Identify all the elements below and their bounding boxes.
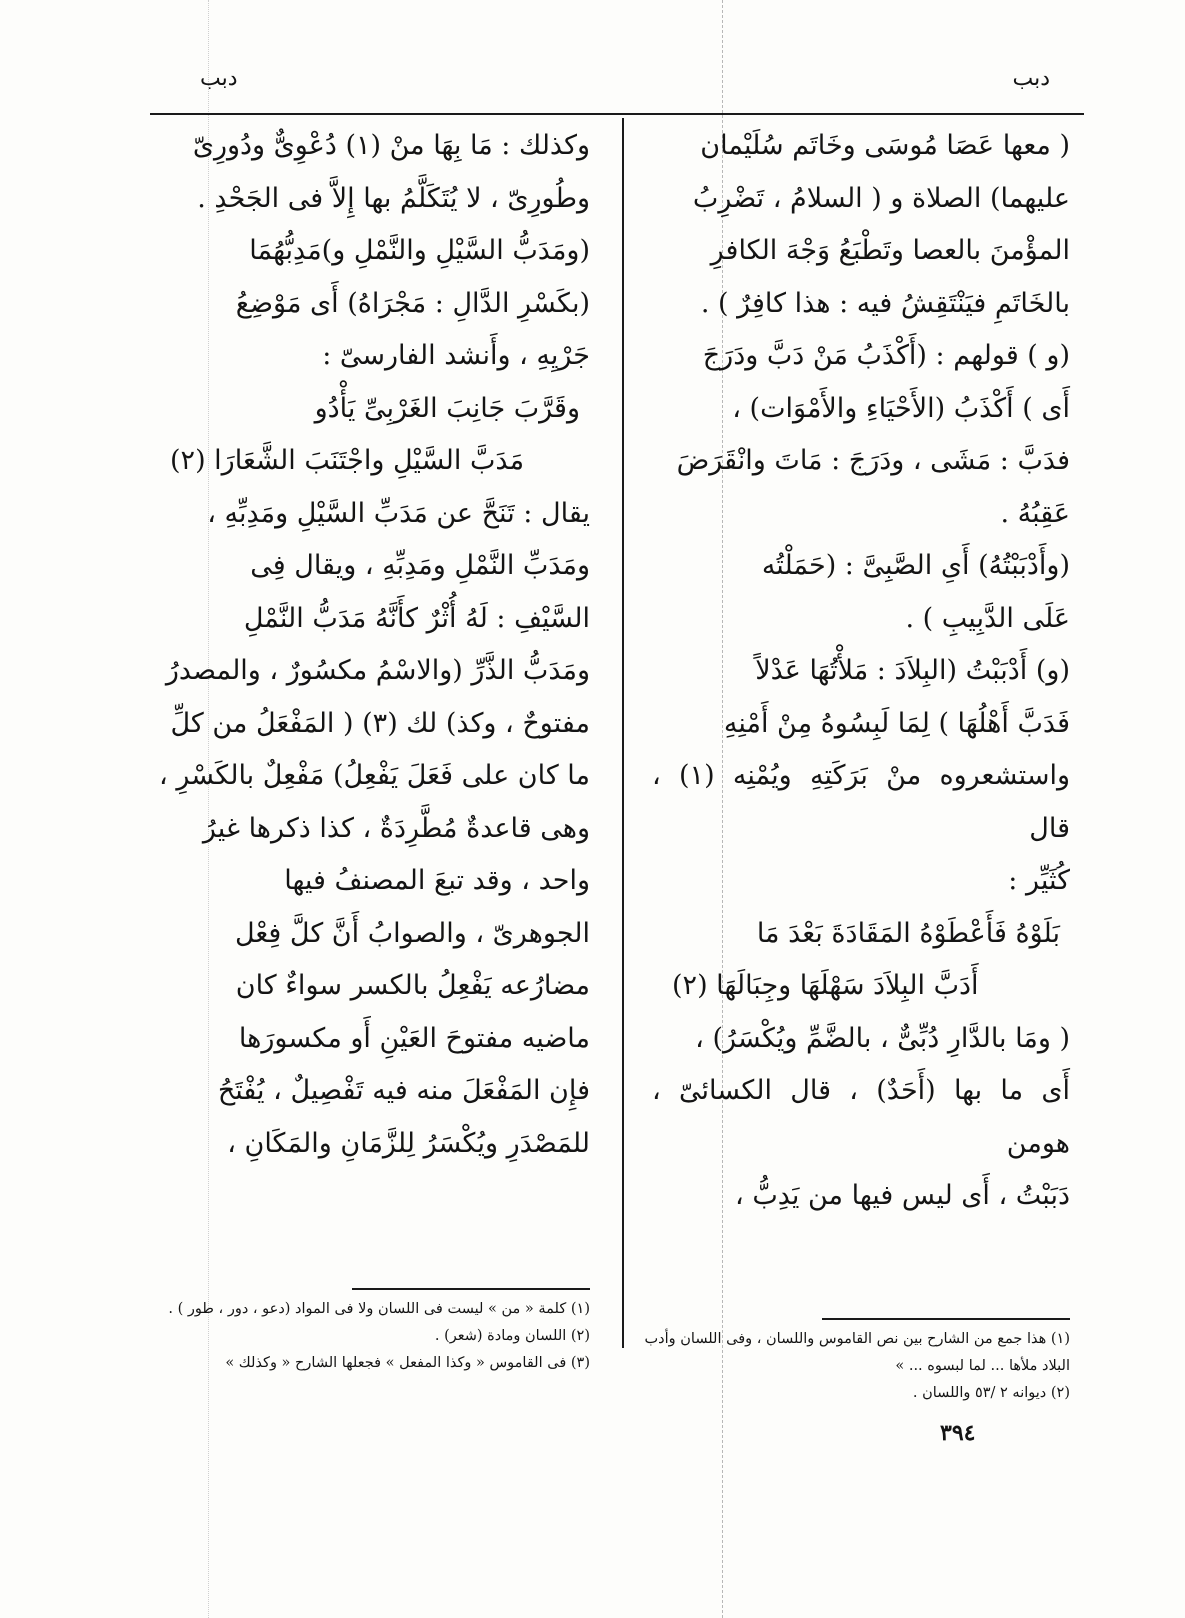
page-number: ٣٩٤ [940, 1420, 976, 1446]
text-line: وطُورِىّ ، لا يُتَكَلَّمُ بها إِلاَّ فى الجَحْدِ . [197, 182, 590, 214]
text-line: واحد ، وقد تبعَ المصنفُ فيها [284, 865, 590, 896]
text-line: فإِن المَفْعَلَ منه فيه تَفْصِيلٌ ، يُفْتَحُ [217, 1075, 590, 1106]
text-line: السَّيْفِ : لَهُ أُثْرٌ كأَنَّهُ مَدَبُّ النَّمْلِ [243, 602, 590, 634]
footnotes-left [150, 1296, 590, 1377]
verse-line: أَدَبَّ البِلاَدَ سَهْلَهَا وجِبَالَهَا (٢) [672, 970, 979, 1001]
footnote: (٢) اللسان ومادة (شعر) . [434, 1328, 590, 1344]
text-line: أَى ) أَكْذَبُ (الأَحْيَاءِ والأَمْوَات) ، [732, 392, 1070, 424]
text-line: عَقِبُهُ . [1000, 497, 1070, 529]
left-column [150, 120, 590, 1170]
footnote: (١) كلمة « من » ليست فى اللسان ولا فى المواد (دعو ، دور ، طور ) . [168, 1301, 590, 1317]
verse-line: وقَرَّبَ جَانِبَ الغَرْبِىِّ يَأْدُو [314, 392, 580, 424]
text-line: بالخَاتَمِ فيَنْتَقِشُ فيه : هذا كافِرٌ ) . [700, 287, 1070, 319]
text-line: يقال : تَنَحَّ عن مَدَبِّ السَّيْلِ ومَدِبِّهِ ، [207, 497, 590, 529]
running-head-left: دبب [200, 66, 238, 91]
text-line: ومَدَبُّ الذَّرِّ (والاسْمُ مكسُورٌ ، والمصدرُ [165, 655, 590, 686]
running-head-right: دبب [1012, 66, 1050, 91]
text-line: (و) أَدْبَبْتُ (البِلاَدَ : مَلأْتُهَا عَدْلاً [755, 655, 1070, 686]
text-line: ما كان على فَعَلَ يَفْعِلُ) مَفْعِلٌ بالكَسْرِ ، [159, 760, 590, 791]
text-line: ماضيه مفتوحَ العَيْنِ أَو مكسورَها [238, 1022, 590, 1054]
text-line: وكذلك : مَا بِهَا منْ (١) دُعْوِىٌّ ودُورِىّ [192, 130, 590, 161]
verse-line: مَدَبَّ السَّيْلِ واجْتَنَبَ الشَّعَارَا (٢) [170, 445, 525, 476]
text-line: (وأَدْبَبْتُهُ) أَىِ الصَّبِىَّ : (حَمَلْتُه [761, 550, 1070, 581]
text-line: فَدَبَّ أَهْلُهَا ) لِمَا لَبِسُوهُ مِنْ أَمْنِهِ [723, 707, 1070, 739]
text-line: ومَدَبِّ النَّمْلِ ومَدِبِّهِ ، ويقال فِى [250, 550, 590, 581]
text-line: الجوهرىّ ، والصوابُ أَنَّ كلَّ فِعْل [234, 917, 590, 949]
footnotes-right [630, 1326, 1070, 1407]
text-line: واستشعروه منْ بَرَكَتِهِ ويُمْنِه (١) ، قال [652, 760, 1070, 844]
text-line: جَرْيِهِ ، وأَنشد الفارسىّ : [322, 340, 590, 371]
text-line: فدَبَّ : مَشَى ، ودَرَجَ : مَاتَ وانْقَرَضَ [676, 445, 1070, 476]
text-line: ( معها عَصَا مُوسَى وخَاتَم سُلَيْمان [700, 130, 1070, 161]
footnote: (٢) ديوانه ٢ /٥٣ واللسان . [912, 1385, 1070, 1401]
footnote-rule-right [822, 1318, 1070, 1320]
text-line: أَى ما بها (أَحَدٌ) ، قال الكسائىّ ، هومن [652, 1075, 1070, 1159]
text-line: عَلَى الدَّبِيبِ ) . [905, 602, 1070, 634]
footnote: (١) هذا جمع من الشارح بين نص القاموس واللسان ، وفى اللسان وأدب البلاد ملأها ... لما لبسوه ... » [644, 1331, 1070, 1374]
right-column [652, 120, 1070, 1223]
text-line: عليهما) الصلاة و ( السلامُ ، تَضْرِبُ [692, 182, 1070, 214]
text-line: كُثَيِّر : [1008, 865, 1070, 896]
footnote: (٣) فى القاموس « وكذا المفعل » فجعلها الشارح « وكذلك » [225, 1355, 590, 1371]
text-line: (و ) قولهم : (أَكْذَبُ مَنْ دَبَّ ودَرَجَ [702, 340, 1070, 371]
text-line: وهى قاعدةٌ مُطَّرِدَةٌ ، كذا ذكرها غيرُ [202, 812, 590, 844]
text-line: للمَصْدَرِ ويُكْسَرُ لِلزَّمَانِ والمَكَانِ ، [227, 1127, 590, 1159]
text-line: مضارُعه يَفْعِلُ بالكسر سواءٌ كان [235, 970, 590, 1001]
text-line: (ومَدَبُّ السَّيْلِ والنَّمْلِ و)مَدِبُّهُمَا [249, 235, 590, 266]
verse-line: بَلَوْهُ فَأَعْطَوْهُ المَقَادَةَ بَعْدَ مَا [756, 917, 1060, 949]
text-line: (بكَسْرِ الدَّالِ : مَجْرَاهُ) أَى مَوْضِعُ [235, 287, 590, 319]
text-line: مفتوحٌ ، وكذ) لك (٣) ( المَفْعَلُ من كلِّ [170, 707, 590, 739]
footnote-rule-left [352, 1288, 590, 1290]
header-rule [150, 113, 1084, 115]
text-line: دَبَبْتُ ، أَى ليس فيها من يَدِبُّ ، [735, 1180, 1070, 1211]
text-line: المؤْمنَ بالعصا وتَطْبَعُ وَجْهَ الكافرِ [710, 235, 1070, 266]
text-line: ( ومَا بالدَّارِ دُبِّىٌّ ، بالضَّمِّ ويُكْسَرُ) ، [695, 1022, 1070, 1054]
column-divider [622, 118, 624, 1348]
